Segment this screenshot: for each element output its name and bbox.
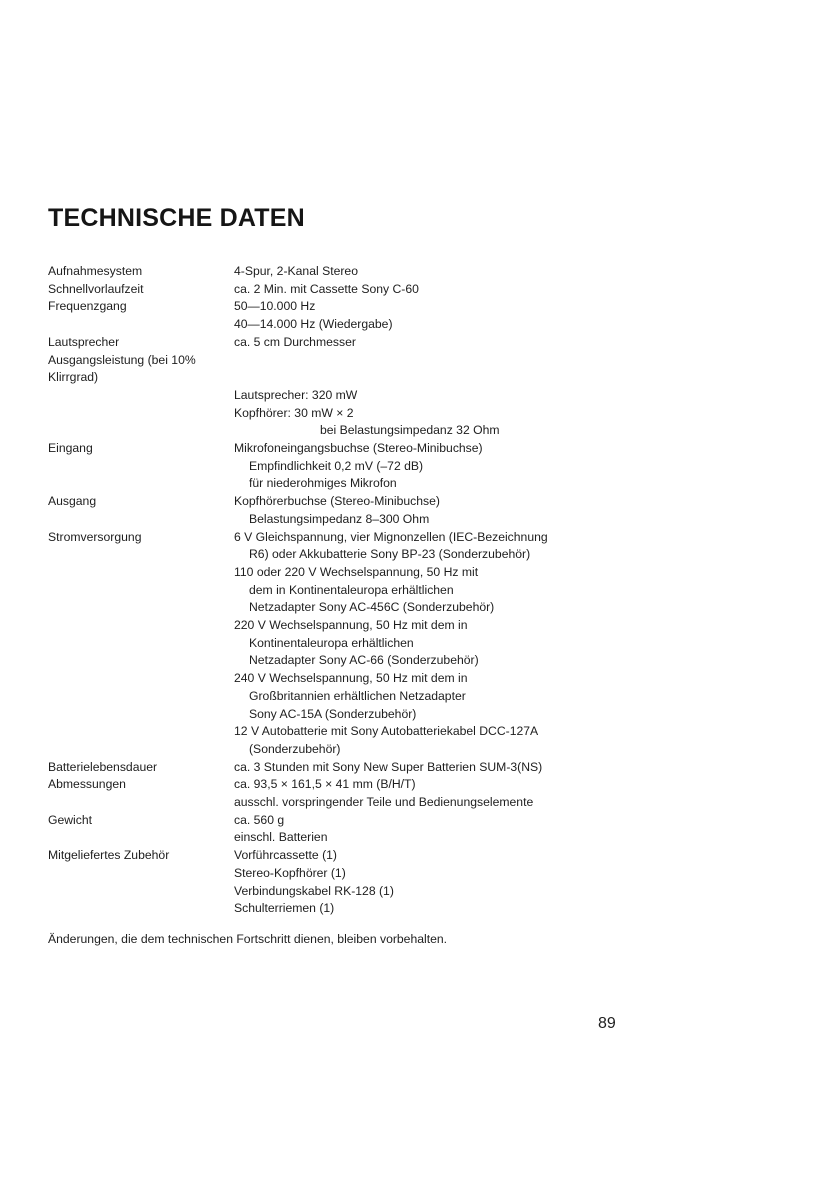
spec-label: Eingang bbox=[48, 441, 93, 456]
spec-value-line: Stereo-Kopfhörer (1) bbox=[234, 865, 346, 880]
spec-value-line: Kontinentaleuropa erhältlichen bbox=[249, 635, 414, 650]
spec-value bbox=[234, 493, 648, 528]
spec-label: Ausgang bbox=[48, 494, 97, 509]
spec-label: Lautsprecher bbox=[48, 334, 120, 349]
spec-table bbox=[48, 263, 648, 918]
spec-value bbox=[234, 847, 648, 918]
spec-value-line: 4-Spur, 2-Kanal Stereo bbox=[234, 264, 358, 278]
spec-value-line: Netzadapter Sony AC-66 (Sonderzubehör) bbox=[249, 653, 479, 668]
spec-value-line: 220 V Wechselspannung, 50 Hz mit dem in bbox=[234, 618, 468, 633]
spec-value-line: 110 oder 220 V Wechselspannung, 50 Hz mit bbox=[234, 564, 479, 579]
spec-label: Mitgeliefertes Zubehör bbox=[48, 848, 170, 863]
spec-label: Aufnahmesystem bbox=[48, 264, 143, 278]
spec-value bbox=[234, 334, 648, 352]
spec-label: Stromversorgung bbox=[48, 529, 142, 544]
spec-row bbox=[48, 352, 648, 441]
spec-value-line: ca. 2 Min. mit Cassette Sony C-60 bbox=[234, 281, 419, 296]
spec-value-line: Großbritannien erhältlichen Netzadapter bbox=[249, 688, 466, 703]
spec-row bbox=[48, 281, 648, 299]
spec-value-line: ausschl. vorspringender Teile und Bedienungselemente bbox=[234, 795, 534, 810]
spec-value bbox=[234, 529, 648, 759]
spec-value bbox=[234, 281, 648, 299]
spec-value-line: einschl. Batterien bbox=[234, 830, 328, 845]
spec-value-line: ca. 5 cm Durchmesser bbox=[234, 334, 356, 349]
spec-row bbox=[48, 298, 648, 333]
spec-value-line: 50—10.000 Hz bbox=[234, 299, 316, 314]
spec-value-line: dem in Kontinentaleuropa erhältlichen bbox=[249, 582, 454, 597]
spec-label: Abmessungen bbox=[48, 777, 126, 792]
spec-value bbox=[234, 263, 648, 281]
spec-value-line: Sony AC-15A (Sonderzubehör) bbox=[249, 706, 417, 721]
spec-row bbox=[48, 812, 648, 847]
spec-value-line: bei Belastungsimpedanz 32 Ohm bbox=[320, 423, 500, 438]
spec-value-line: Belastungsimpedanz 8–300 Ohm bbox=[249, 511, 430, 526]
spec-value-line: 240 V Wechselspannung, 50 Hz mit dem in bbox=[234, 671, 468, 686]
spec-value-line: Mikrofoneingangsbuchse (Stereo-Minibuchse) bbox=[234, 441, 483, 456]
spec-value-line: R6) oder Akkubatterie Sony BP-23 (Sonderzubehör) bbox=[249, 547, 531, 562]
spec-value-line: für niederohmiges Mikrofon bbox=[249, 476, 397, 491]
spec-label: Frequenzgang bbox=[48, 299, 127, 314]
page-title: TECHNISCHE DATEN bbox=[48, 204, 305, 232]
spec-row bbox=[48, 263, 648, 281]
spec-value-line: Kopfhörerbuchse (Stereo-Minibuchse) bbox=[234, 494, 440, 509]
spec-row bbox=[48, 847, 648, 918]
spec-value-line: 6 V Gleichspannung, vier Mignonzellen (IEC-Bezeichnung bbox=[234, 529, 548, 544]
spec-row bbox=[48, 334, 648, 352]
spec-label: Schnellvorlaufzeit bbox=[48, 281, 144, 296]
page-number: 89 bbox=[598, 1015, 616, 1032]
spec-row bbox=[48, 440, 648, 493]
spec-label: Batterielebensdauer bbox=[48, 759, 158, 774]
spec-value-line: 12 V Autobatterie mit Sony Autobatteriekabel DCC-127A bbox=[234, 724, 539, 739]
spec-row bbox=[48, 529, 648, 759]
spec-value bbox=[234, 812, 648, 847]
spec-row bbox=[48, 493, 648, 528]
spec-row bbox=[48, 759, 648, 777]
spec-row bbox=[48, 776, 648, 811]
spec-value bbox=[234, 440, 648, 493]
spec-value-line: Vorführcassette (1) bbox=[234, 848, 337, 863]
spec-value-line: Kopfhörer: 30 mW × 2 bbox=[234, 405, 354, 420]
spec-value bbox=[234, 776, 648, 811]
spec-value bbox=[234, 759, 648, 777]
spec-value-line: Lautsprecher: 320 mW bbox=[234, 387, 358, 402]
spec-value-line: Netzadapter Sony AC-456C (Sonderzubehör) bbox=[249, 600, 495, 615]
spec-value-line: Verbindungskabel RK-128 (1) bbox=[234, 883, 394, 898]
spec-value-line: ca. 560 g bbox=[234, 812, 285, 827]
spec-label: Gewicht bbox=[48, 812, 93, 827]
spec-value bbox=[234, 352, 648, 441]
spec-label: Ausgangsleistung (bei 10% Klirrgrad) bbox=[48, 352, 196, 385]
spec-value-line: (Sonderzubehör) bbox=[249, 741, 341, 756]
spec-value-line: Schulterriemen (1) bbox=[234, 901, 335, 916]
spec-value-line: Empfindlichkeit 0,2 mV (–72 dB) bbox=[249, 458, 424, 473]
spec-value-line: ca. 93,5 × 161,5 × 41 mm (B/H/T) bbox=[234, 777, 416, 792]
spec-value-line: 40—14.000 Hz (Wiedergabe) bbox=[234, 317, 393, 332]
disclaimer-note: Änderungen, die dem technischen Fortschritt dienen, bleiben vorbehalten. bbox=[48, 932, 448, 946]
spec-value-line: ca. 3 Stunden mit Sony New Super Batterien SUM-3(NS) bbox=[234, 759, 543, 774]
spec-value bbox=[234, 298, 648, 333]
